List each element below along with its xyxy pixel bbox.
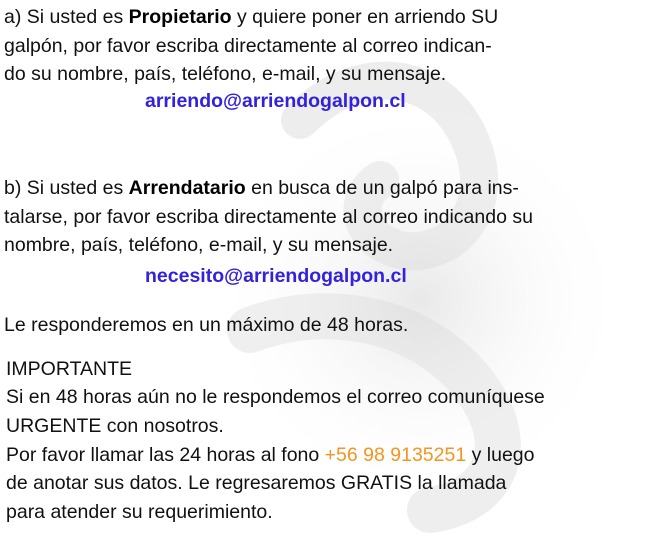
- owner-role: Propietario: [128, 6, 232, 28]
- tenant-email-link[interactable]: necesito@arriendogalpon.cl: [145, 265, 407, 287]
- important-line-3-after: y luego: [466, 444, 535, 466]
- owner-suffix: y quiere poner en arriendo SU: [231, 6, 499, 28]
- owner-prefix: a) Si usted es: [4, 6, 129, 28]
- owner-line-3: do su nombre, país, teléfono, e-mail, y su mensaje.: [4, 63, 447, 85]
- important-line-4: de anotar sus datos. Le regresaremos GRATIS la llamada: [6, 472, 507, 494]
- tenant-email-line: [145, 263, 407, 289]
- important-heading: IMPORTANTE: [6, 358, 133, 380]
- tenant-role: Arrendatario: [128, 177, 246, 199]
- phone-number[interactable]: +56 98 9135251: [324, 444, 467, 466]
- important-line-3-before: Por favor llamar las 24 horas al fono: [6, 444, 325, 466]
- tenant-line-1: [4, 175, 519, 201]
- owner-line-2: galpón, por favor escriba directamente al correo indican-: [4, 35, 492, 57]
- important-line-1: Si en 48 horas aún no le respondemos el correo comuníquese: [6, 386, 545, 408]
- important-line-5: para atender su requerimiento.: [6, 501, 273, 523]
- tenant-line-2: talarse, por favor escriba directamente al correo indicando su: [4, 206, 533, 228]
- tenant-suffix: en busca de un galpó para ins-: [245, 177, 519, 199]
- important-line-3: [6, 442, 535, 468]
- tenant-line-3: nombre, país, teléfono, e-mail, y su mensaje.: [4, 234, 394, 256]
- response-note: Le responderemos en un máximo de 48 horas.: [4, 314, 409, 336]
- tenant-prefix: b) Si usted es: [4, 177, 129, 199]
- owner-line-1: [4, 4, 498, 30]
- important-line-2: URGENTE con nosotros.: [6, 415, 224, 437]
- owner-email-link[interactable]: arriendo@arriendogalpon.cl: [145, 90, 406, 112]
- owner-email-line: [145, 88, 406, 114]
